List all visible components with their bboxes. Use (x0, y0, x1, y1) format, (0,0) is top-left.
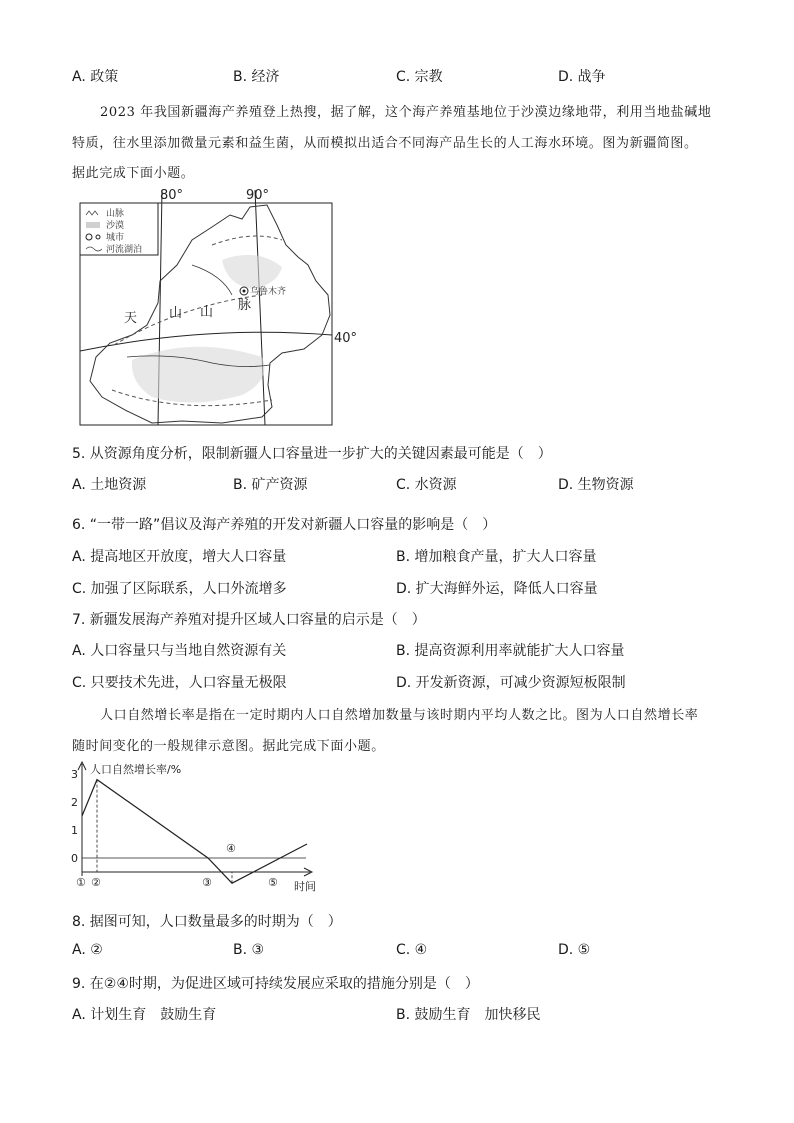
q8-stem: 8. 据图可知，人口数量最多的时期为（ ） (72, 914, 342, 930)
q5-option-c: C. 水资源 (396, 477, 457, 493)
q9-option-b: B. 鼓励生育 加快移民 (396, 1007, 541, 1023)
q5-stem: 5. 从资源角度分析，限制新疆人口容量进一步扩大的关键因素最可能是（ ） (72, 446, 552, 462)
point-label: ② (91, 876, 101, 889)
q5-option-b: B. 矿产资源 (233, 477, 308, 493)
prev-option-c: C. 宗教 (396, 69, 443, 85)
legend-mountain: 山脉 (106, 209, 125, 219)
growth-rate-line (82, 780, 307, 884)
y-tick-label: 1 (71, 824, 78, 837)
q6-option-d: D. 扩大海鲜外运，降低人口容量 (396, 581, 598, 597)
point-label: ① (76, 876, 86, 889)
xinjiang-map (72, 185, 362, 430)
legend-desert: 沙漠 (106, 221, 125, 231)
label-shan2: 山 (200, 305, 214, 320)
intro1-line3: 据此完成下面小题。 (72, 166, 195, 181)
q7-option-a: A. 人口容量只与当地自然资源有关 (72, 643, 287, 659)
intro1-line2: 特质，往水里添加微量元素和益生菌，从而模拟出适合不同海产品生长的人工海水环境。图为新疆简图。 (72, 136, 698, 151)
q5-option-a: A. 土地资源 (72, 477, 147, 493)
q6-option-a: A. 提高地区开放度，增大人口容量 (72, 549, 287, 565)
q7-option-b: B. 提高资源利用率就能扩大人口容量 (396, 643, 625, 659)
lon-label-90: 90° (246, 188, 270, 203)
y-tick-label: 2 (71, 796, 78, 809)
growth-rate-chart (70, 758, 330, 894)
q8-option-a: A. ② (72, 942, 103, 958)
y-axis-title: 人口自然增长率/% (90, 763, 182, 776)
x-axis-title: 时间 (294, 880, 316, 893)
q6-option-b: B. 增加粮食产量，扩大人口容量 (396, 549, 597, 565)
prev-option-d: D. 战争 (558, 69, 606, 85)
q7-option-c: C. 只要技术先进，人口容量无极限 (72, 675, 287, 691)
city-label: 乌鲁木齐 (250, 287, 287, 297)
legend-river: 河流湖泊 (106, 245, 143, 255)
intro1-line1: 2023 年我国新疆海产养殖登上热搜，据了解，这个海产养殖基地位于沙漠边缘地带，利用当地盐碱地 (100, 105, 712, 120)
legend-city: 城市 (106, 233, 125, 243)
intro2-line1: 人口自然增长率是指在一定时期内人口自然增加数量与该时期内平均人数之比。图为人口自然增长率 (100, 708, 699, 723)
legend-desert-icon (86, 222, 100, 228)
prev-option-b: B. 经济 (233, 69, 280, 85)
q7-option-d: D. 开发新资源，可减少资源短板限制 (396, 675, 626, 691)
point-label: ⑤ (268, 876, 278, 889)
q7-stem: 7. 新疆发展海产养殖对提升区域人口容量的启示是（ ） (72, 612, 426, 628)
y-tick-label: 0 (71, 852, 78, 865)
point-label: ④ (226, 842, 236, 855)
label-mai: 脉 (238, 298, 252, 313)
y-tick-label: 3 (71, 768, 78, 781)
label-shan1: 山 (169, 306, 183, 321)
q8-option-b: B. ③ (233, 942, 265, 958)
label-tian: 天 (124, 311, 138, 326)
intro2-line2: 随时间变化的一般规律示意图。据此完成下面小题。 (72, 739, 385, 754)
lat-label-40: 40° (334, 331, 358, 346)
q9-option-a: A. 计划生育 鼓励生育 (72, 1007, 217, 1023)
lon-label-80: 80° (160, 188, 184, 203)
q9-stem: 9. 在②④时期，为促进区域可持续发展应采取的措施分别是（ ） (72, 976, 479, 992)
q6-stem: 6. “一带一路”倡议及海产养殖的开发对新疆人口容量的影响是（ ） (72, 517, 497, 533)
q8-option-d: D. ⑤ (558, 942, 591, 958)
prev-option-a: A. 政策 (72, 69, 119, 85)
q5-option-d: D. 生物资源 (558, 477, 634, 493)
point-label: ③ (202, 876, 212, 889)
q8-option-c: C. ④ (396, 942, 428, 958)
q6-option-c: C. 加强了区际联系，人口外流增多 (72, 581, 287, 597)
